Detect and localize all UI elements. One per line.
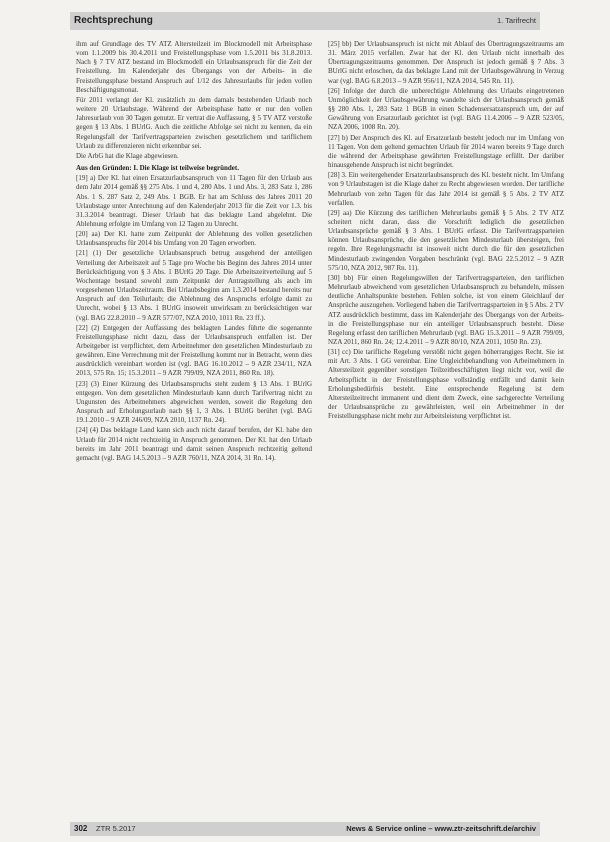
right-paragraph: [29] aa) Die Kürzung des tariflichen Mehrurlaubs gemäß § 5 Abs. 2 TV ATZ scheitert nicht daran, dass die Vorschrift lediglich die gesetzlichen Urlaubsansprüche gemäß § 3 Abs. 1 BUrlG erfasst. Die Tarifvertragsparteien können Urlaubsansprüche, die den gesetzlichen Mindesturlaub übersteigen, frei regeln. Ihre Regelungsmacht ist insoweit nicht durch die für den gesetzlichen Mindesturlaub zwingenden Vorgaben beschränkt (vgl. BAG 22.5.2012 – 9 AZR 575/10, NZA 2012, 987 Rn. 11). bbox=[328, 208, 564, 272]
footer-journal-issue: ZTR 5.2017 bbox=[96, 824, 136, 833]
right-paragraph: [28] 3. Ein weitergehender Ersatzurlaubsanspruch des Kl. besteht nicht. Im Umfang von 9 Urlaubstagen ist die Klage daher zu Recht abgewiesen worden. Der tarifliche Mehrurlaub von zehn Tagen für das Jahr 2014 ist gemäß § 5 Abs. 2 TV ATZ verfallen. bbox=[328, 171, 564, 207]
header-category: 1. Tarifrecht bbox=[496, 16, 536, 25]
left-paragraph: [22] (2) Entgegen der Auffassung des beklagten Landes führte die sogenannte Freistellungsphase nicht dazu, dass der Urlaubsanspruch entfallen ist. Der Arbeitgeber ist verpflichtet, dem Arbeitnehmer den gesetzlichen Mindesturlaub zu gewähren. Eine Verrechnung mit der Freistellung kommt nur in Betracht, wenn dies ausdrücklich vereinbart worden ist (vgl. BAG 16.10.2012 – 9 AZR 234/11, NZA 2013, 575 Rn. 15; 15.3.2011 – 9 AZR 799/09, NZA 2011, 860 Rn. 18). bbox=[76, 323, 312, 378]
right-paragraph: [25] bb) Der Urlaubsanspruch ist nicht mit Ablauf des Übertragungszeitraums am 31. März 2015 verfallen. Zwar hat der Kl. den Urlaub nicht innerhalb des Übertragungszeitraums genommen. Der Anspruch ist jedoch gemäß § 7 Abs. 3 BUrlG nicht erloschen, da das beklagte Land mit der Urlaubsgewährung in Verzug war (vgl. BAG 6.8.2013 – 9 AZR 956/11, NZA 2014, 545 Rn. 11). bbox=[328, 40, 564, 85]
left-column bbox=[76, 40, 312, 818]
left-paragraph: ihm auf Grundlage des TV ATZ Altersteilzeit im Blockmodell mit Arbeitsphase vom 1.1.2009 bis 30.4.2011 und Freistellungsphase vom 1.5.2011 bis 31.8.2013. Nach § 7 TV ATZ bestand im Blockmodell ein Urlaubsanspruch für die Zeit der Freistellung. Im Kalenderjahr des Übergangs von der Arbeits- in die Freistellungsphase bestand Anspruch auf 1/12 des Jahresurlaubs für jeden vollen Beschäftigungsmonat. bbox=[76, 40, 312, 94]
left-paragraph: [23] (3) Einer Kürzung des Urlaubsanspruchs steht zudem § 13 Abs. 1 BUrlG entgegen. Von dem gesetzlichen Mindesturlaub kann durch Tarifvertrag nicht zu Ungunsten des Arbeitnehmers abgewichen werden, soweit die Regelung den Anspruch auf Erholungsurlaub nach §§ 1, 3 Abs. 1 BUrlG berührt (vgl. BAG 19.1.2010 – 9 AZR 246/09, NZA 2010, 1137 Rn. 24). bbox=[76, 379, 312, 425]
left-paragraph: [19] a) Der Kl. hat einen Ersatzurlaubsanspruch von 11 Tagen für den Urlaub aus dem Jahr 2014 gemäß §§ 275 Abs. 1 und 4, 280 Abs. 1 und Abs. 3, 283 Satz 1, 286 Abs. 1 S. 287 Satz 2, 249 Abs. 1 BGB. Er hat am Schluss des Jahres 2011 20 Urlaubstage unter Anrechnung auf den Kalenderjahr 2013 für die Zeit vor 1.3. bis 31.3.2014 beantragt. Dieser Urlaub hat das beklagte Land abgelehnt. Die Ablehnung erfolgte im Umfang von 12 Tagen zu Unrecht. bbox=[76, 174, 312, 228]
left-paragraph: [21] (1) Der gesetzliche Urlaubsanspruch betrug ausgehend der anteiligen Verteilung der Arbeitszeit auf 5 Tage pro Woche bis Beginn des Jahres 2014 unter Berücksichtigung von § 3 Abs. 1 BUrlG 20 Tage. Die Arbeitszeitverteilung auf 5 Wochentage bestand sowohl zum Zeitpunkt der Antragstellung als auch im vorgesehenen Urlaubszeitraum. Bei Urlaubsbeginn am 1.3.2014 bestand bereits nur Anspruch auf den Teilurlaub; die Ablehnung des Anspruchs erfolgte damit zu Unrecht, wobei § 13 Abs. 1 BUrlG insoweit unwirksam zu berücksichtigen war (vgl. BAG 22.8.2010 – 9 AZR 577/07, NZA 2010, 1011 Rn. 23 ff.). bbox=[76, 249, 312, 322]
right-paragraph: [30] bb) Für einen Regelungswillen der Tarifvertragsparteien, den tariflichen Mehrurlaub abweichend vom gesetzlichen Urlaubsanspruch zu behandeln, müssen deutliche Anhaltspunkte bestehen. Fehlen solche, ist von einem Gleichlauf der Ansprüche auszugehen. Vorliegend haben die Tarifvertragsparteien in § 5 Abs. 2 TV ATZ ausdrücklich bestimmt, dass im Kalenderjahr des Übergangs von der Arbeits- in die Freistellungsphase nur ein anteiliger Urlaubsanspruch besteht. Diese Regelung erfasst den tariflichen Mehrurlaub (vgl. BAG 15.3.2011 – 9 AZR 799/09, NZA 2011, 860 Rn. 24; 12.4.2011 – 9 AZR 80/10, NZA 2011, 1050 Rn. 23). bbox=[328, 273, 564, 346]
header-section-title: Rechtsprechung bbox=[74, 15, 153, 26]
section-heading: Aus den Gründen: I. Die Klage ist teilweise begründet. bbox=[76, 164, 239, 173]
left-paragraph: [24] (4) Das beklagte Land kann sich auch nicht darauf berufen, der Kl. habe den Urlaub für 2014 nicht rechtzeitig in Anspruch genommen. Der Kl. hat den Urlaub bereits im Jahr 2011 beantragt und damit seinen Anspruch rechtzeitig geltend gemacht (vgl. BAG 14.5.2013 – 9 AZR 760/11, NZA 2014, 31 Rn. 14). bbox=[76, 426, 312, 462]
left-paragraph: Für 2011 verlangt der Kl. zusätzlich zu dem damals bestehenden Urlaub noch weitere 20 Urlaubstage. Während der Arbeitsphase hatte er nur den vollen Jahresurlaub von 30 Tagen genutzt. Er vertrat die Auffassung, § 5 TV ATZ verstoße gegen § 13 Abs. 1 BUrlG. Auch die zeitliche Abfolge sei nicht zu kennen, da ein Regelungsfall der Tarifvertragsparteien zwischen gesetzlichem und tariflichem Urlaub zu differenzieren nicht erkennbar sei. bbox=[76, 95, 312, 150]
footer-news-link[interactable]: News & Service online – www.ztr-zeitschrift.de/archiv bbox=[346, 824, 536, 833]
left-paragraph: Die ArbG hat die Klage abgewiesen. bbox=[76, 151, 179, 160]
left-paragraph: [20] aa) Der Kl. hatte zum Zeitpunkt der Ablehnung des vollen gesetzlichen Urlaubsanspruchs für 2014 bis Umfang von 20 Tagen erworben. bbox=[76, 230, 312, 248]
right-paragraph: [31] cc) Die tarifliche Regelung verstößt nicht gegen höherrangiges Recht. Sie ist mit Art. 3 Abs. 1 GG vereinbar. Eine Ungleichbehandlung von Arbeitnehmern in Altersteilzeit gegenüber sonstigen Teilzeitbeschäftigten liegt nicht vor, weil die Arbeitspflicht in der Freistellungsphase vollständig entfällt und damit kein Erholungsbedürfnis besteht. Eine entsprechende Regelung ist dem Altersteilzeitrecht immanent und dient dem Zweck, eine sachgerechte Verteilung der Urlaubsansprüche zu gewährleisten, weil ein Arbeitnehmer in der Freistellungsphase nicht mehr zur Arbeitsleistung verpflichtet ist. bbox=[328, 348, 564, 421]
right-paragraph: [26] Infolge der durch die unberechtigte Ablehnung des Urlaubs eingetretenen Unmöglichkeit der Urlaubsgewährung wandelte sich der Urlaubsanspruch gemäß §§ 280 Abs. 1, 283 Satz 1 BGB in einen Schadensersatzanspruch um, der auf Gewährung von Ersatzurlaub gerichtet ist (vgl. BAG 11.4.2006 – 9 AZR 523/05, NZA 2006, 1008 Rn. 20). bbox=[328, 86, 564, 132]
footer-page-number: 302 bbox=[74, 824, 88, 833]
right-paragraph: [27] b) Der Anspruch des Kl. auf Ersatzurlaub besteht jedoch nur im Umfang von 11 Tagen. Von dem geltend gemachten Urlaub für 2014 waren bereits 9 Tage durch die während der Arbeitsphase gewährten Freistellungstage erfüllt. Der darüber hinausgehende Anspruch ist nicht begründet. bbox=[328, 133, 564, 170]
right-column bbox=[328, 40, 564, 818]
